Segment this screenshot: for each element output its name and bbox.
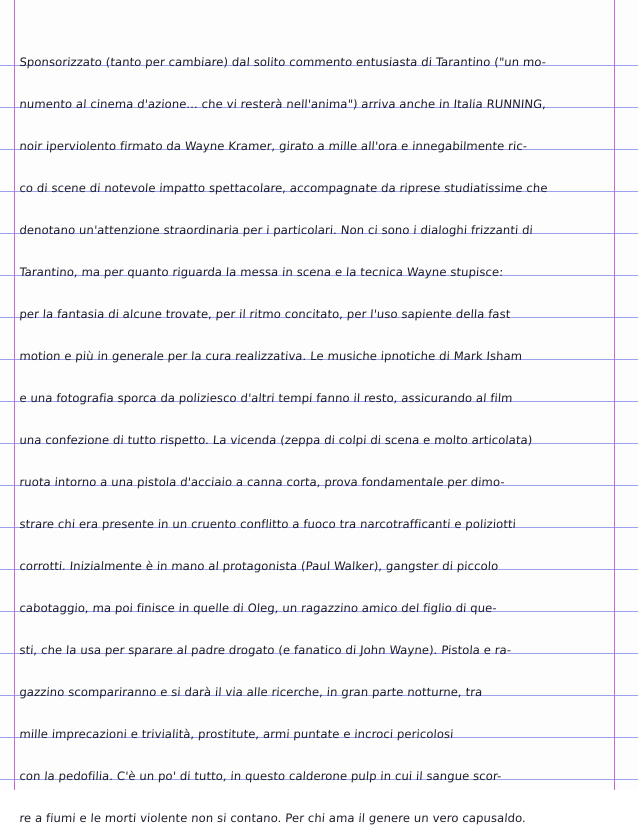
text-line: noir iperviolento firmato da Wayne Kramer, girato a mille all'ora e innegabilmente ric- — [18, 139, 528, 153]
text-line: gazzino scompariranno e si darà il via alle ricerche, in gran parte notturne, tra — [18, 685, 483, 699]
text-line: cabotaggio, ma poi finisce in quelle di Oleg, un ragazzino amico del figlio di que- — [18, 601, 498, 615]
text-line: motion e più in generale per la cura realizzativa. Le musiche ipnotiche di Mark Isham — [18, 349, 523, 363]
text-line: numento al cinema d'azione... che vi resterà nell'anima") arriva anche in Italia RUNNING, — [18, 97, 547, 111]
text-line: ruota intorno a una pistola d'acciaio a canna corta, prova fondamentale per dimo- — [18, 475, 506, 489]
text-line: con la pedofilia. C'è un po' di tutto, in questo calderone pulp in cui il sangue scor- — [18, 769, 502, 783]
text-line: strare chi era presente in un cruento conflitto a fuoco tra narcotrafficanti e poliziotti — [18, 517, 517, 531]
text-line: Sponsorizzato (tanto per cambiare) dal solito commento entusiasta di Tarantino ("un mo- — [18, 55, 547, 69]
text-line: per la fantasia di alcune trovate, per il ritmo concitato, per l'uso sapiente della fast — [18, 307, 511, 321]
left-margin-line — [14, 0, 15, 790]
text-line: Tarantino, ma per quanto riguarda la messa in scena e la tecnica Wayne stupisce: — [18, 265, 504, 279]
text-line: mille imprecazioni e trivialità, prostitute, armi puntate e incroci pericolosi — [18, 727, 455, 741]
text-line: una confezione di tutto rispetto. La vicenda (zeppa di colpi di scena e molto articolata) — [18, 433, 533, 447]
text-line: co di scene di notevole impatto spettacolare, accompagnate da riprese studiatissime che — [18, 181, 549, 195]
text-line: denotano un'attenzione straordinaria per i particolari. Non ci sono i dialoghi frizzanti di — [18, 223, 534, 237]
text-line: corrotti. Inizialmente è in mano al protagonista (Paul Walker), gangster di piccolo — [18, 559, 499, 573]
text-line: re a fiumi e le morti violente non si contano. Per chi ama il genere un vero capusaldo. — [18, 811, 527, 825]
text-line: sti, che la usa per sparare al padre drogato (e fanatico di John Wayne). Pistola e ra- — [18, 643, 512, 657]
handwritten-text — [18, 41, 612, 839]
text-line: e una fotografia sporca da poliziesco d'altri tempi fanno il resto, assicurando al film — [18, 391, 514, 405]
